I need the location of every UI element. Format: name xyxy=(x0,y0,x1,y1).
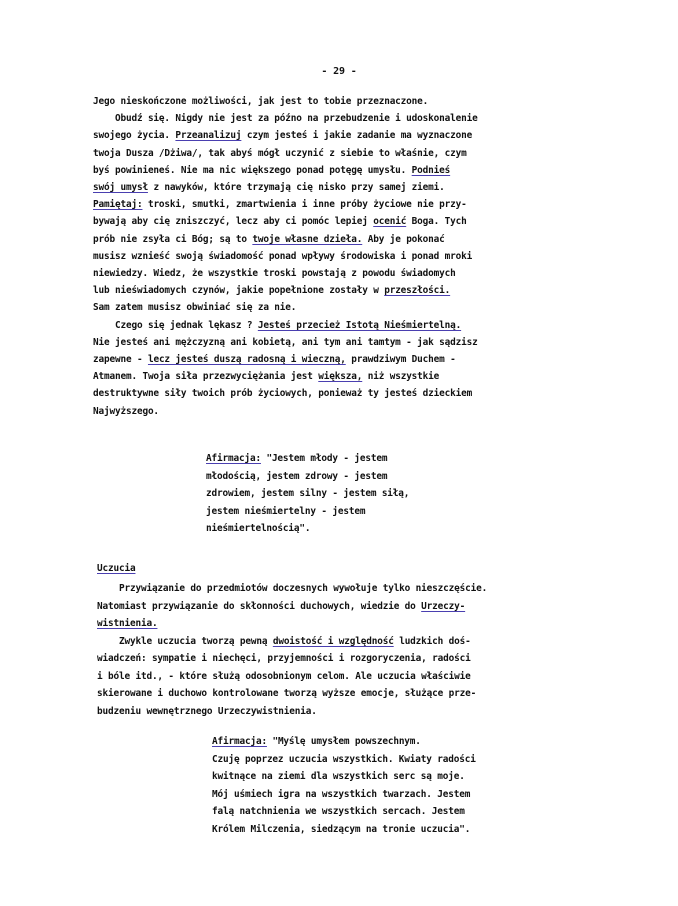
line-text: niewiedzy. Wiedz, że wszystkie troski powstają z powodu świadomych xyxy=(93,268,456,279)
text-line xyxy=(93,302,296,314)
text-line xyxy=(93,388,472,400)
affirmation-line xyxy=(212,789,470,801)
text-line xyxy=(93,216,467,228)
text-line xyxy=(97,671,471,683)
line-text: Sam zatem musisz obwiniać się za nie. xyxy=(93,302,297,314)
line-text: Natomiast przywiązanie do skłonności duchowych, wiedzie do xyxy=(97,600,422,612)
text-line xyxy=(93,234,445,246)
text-line xyxy=(93,354,456,366)
underlined-phrase: Jesteś przecież Istotą Nieśmiertelną. xyxy=(257,319,462,331)
line-text: musisz wznieść swoją świadomość ponad wpływy środowiska i ponad mroki xyxy=(93,250,473,262)
underlined-phrase: Przeanalizuj xyxy=(175,130,242,142)
line-text: wiadczeń: sympatie i niechęci, przyjemności i rozgoryczenia, radości xyxy=(97,653,471,664)
underlined-phrase: przeszłości. xyxy=(384,285,451,297)
affirmation-line xyxy=(212,754,476,766)
line-text: czym jesteś i jakie zadanie ma wyznaczone xyxy=(241,130,473,142)
line-text: Atmanem. Twoja siła przezwyciężania jest xyxy=(93,371,319,383)
underlined-phrase: wistnienia. xyxy=(97,618,158,629)
text-line xyxy=(93,113,478,125)
text-line xyxy=(93,320,461,332)
line-text: Zwykle uczucia tworzą pewną xyxy=(97,635,273,647)
affirmation-line xyxy=(212,824,470,836)
affirmation-line xyxy=(206,471,387,483)
affirmation-text: "Jestem młody - jestem xyxy=(260,453,388,464)
line-text: Przywiązanie do przedmiotów doczesnych wywołuje tylko nieszczęście. xyxy=(97,583,488,594)
underlined-phrase: ocenić xyxy=(373,216,407,228)
text-line xyxy=(93,251,472,263)
underlined-phrase: dwoistość i względność xyxy=(272,635,394,647)
underlined-phrase: Urzeczy- xyxy=(421,600,466,612)
line-text: Boga. Tych xyxy=(406,216,467,228)
text-line xyxy=(97,601,465,613)
line-text: Obudź się. Nigdy nie jest za późno na przebudzenie i udoskonalenie xyxy=(93,113,478,125)
line-text: Najwyższego. xyxy=(93,405,159,417)
line-text: budzeniu wewnętrznego Urzeczywistnienia. xyxy=(97,705,317,717)
line-text: swojego życia. xyxy=(93,130,176,142)
line-text: Czego się jednak lękasz ? xyxy=(93,319,258,331)
text-line xyxy=(93,96,428,108)
line-text: prawdziwym Duchem - xyxy=(345,354,456,365)
text-line xyxy=(93,406,159,418)
affirmation-text: młodością, jestem zdrowy - jestem xyxy=(206,470,388,482)
affirmation-text: nieśmiertelnością". xyxy=(206,523,311,534)
affirmation-line xyxy=(212,771,465,783)
underlined-phrase: większa, xyxy=(318,371,363,383)
affirmation-line xyxy=(206,453,387,465)
text-line xyxy=(93,337,478,349)
affirmation-label: Afirmacja: xyxy=(212,736,267,747)
text-line xyxy=(93,165,450,177)
line-text: byś powinieneś. Nie ma nic większego ponad potęgę umysłu. xyxy=(93,164,412,176)
affirmation-label: Afirmacja: xyxy=(206,453,261,464)
line-text: Nie jesteś ani mężczyzną ani kobietą, ani tym ani tamtym - jak sądzisz xyxy=(93,336,478,348)
affirmation-line xyxy=(212,736,421,748)
page-number: - 29 - xyxy=(321,66,357,77)
underlined-phrase: Podnieś xyxy=(411,164,451,176)
text-line xyxy=(93,268,456,280)
line-text: Jego nieskończone możliwości, jak jest to tobie przeznaczone. xyxy=(93,96,429,107)
line-text: prób nie zsyła ci Bóg; są to xyxy=(93,233,253,245)
affirmation-text: kwitnące na ziemi dla wszystkich serc są moje. xyxy=(212,771,465,782)
affirmation-text: "Myślę umysłem powszechnym. xyxy=(266,736,421,747)
line-text: niż wszystkie xyxy=(362,371,440,383)
line-text: zapewne - xyxy=(93,354,148,365)
affirmation-text: Mój uśmiech igra na wszystkich twarzach. Jestem xyxy=(212,788,471,800)
text-line xyxy=(97,653,471,665)
underlined-phrase: lecz jesteś duszą radosną i wieczną, xyxy=(147,354,346,365)
line-text: z nawyków, które trzymają cię nisko przy samej ziemi. xyxy=(147,182,445,193)
affirmation-text: Czuję poprzez uczucia wszystkich. Kwiaty radości xyxy=(212,753,476,765)
line-text: bywają aby cię zniszczyć, lecz aby ci pomóc lepiej xyxy=(93,216,374,228)
affirmation-line xyxy=(206,506,365,518)
line-text: troski, smutki, zmartwienia i inne próby życiowe nie przy- xyxy=(142,199,467,211)
affirmation-text: zdrowiem, jestem silny - jestem siłą, xyxy=(206,488,410,499)
text-line xyxy=(93,130,472,142)
line-text: Aby je pokonać xyxy=(362,233,445,245)
text-line xyxy=(97,636,471,648)
text-line xyxy=(97,706,317,718)
underlined-phrase: Pamiętaj: xyxy=(93,199,143,211)
line-text: skierowane i duchowo kontrolowane tworzą wyższe emocje, służące prze- xyxy=(97,688,477,699)
line-text: ludzkich doś- xyxy=(393,635,471,647)
section-heading: Uczucia xyxy=(97,563,136,574)
affirmation-text: jestem nieśmiertelny - jestem xyxy=(206,505,366,517)
affirmation-line xyxy=(206,488,409,500)
affirmation-line xyxy=(212,806,465,818)
line-text: i bóle itd., - które służą odosobnionym celom. Ale uczucia właściwie xyxy=(97,670,471,682)
text-line xyxy=(97,688,476,700)
text-line xyxy=(93,182,445,194)
line-text: destruktywne siły twoich prób życiowych, ponieważ ty jesteś dzieckiem xyxy=(93,388,473,400)
underlined-phrase: swój umysł xyxy=(93,182,148,193)
affirmation-text: Królem Milczenia, siedzącym na tronie uczucia". xyxy=(212,823,471,835)
line-text: lub nieświadomych czynów, jakie popełnione zostały w xyxy=(93,285,385,297)
text-line xyxy=(93,285,450,297)
line-text: twoja Dusza /Dżiwa/, tak abyś mógł uczynić z siebie to właśnie, czym xyxy=(93,147,467,159)
text-line xyxy=(97,618,157,630)
affirmation-text: falą natchnienia we wszystkich sercach. Jestem xyxy=(212,806,465,817)
text-line xyxy=(97,583,487,595)
underlined-phrase: twoje własne dzieła. xyxy=(252,233,363,245)
text-line xyxy=(93,199,467,211)
affirmation-line xyxy=(206,523,310,535)
text-line xyxy=(93,148,467,160)
text-line xyxy=(93,371,439,383)
